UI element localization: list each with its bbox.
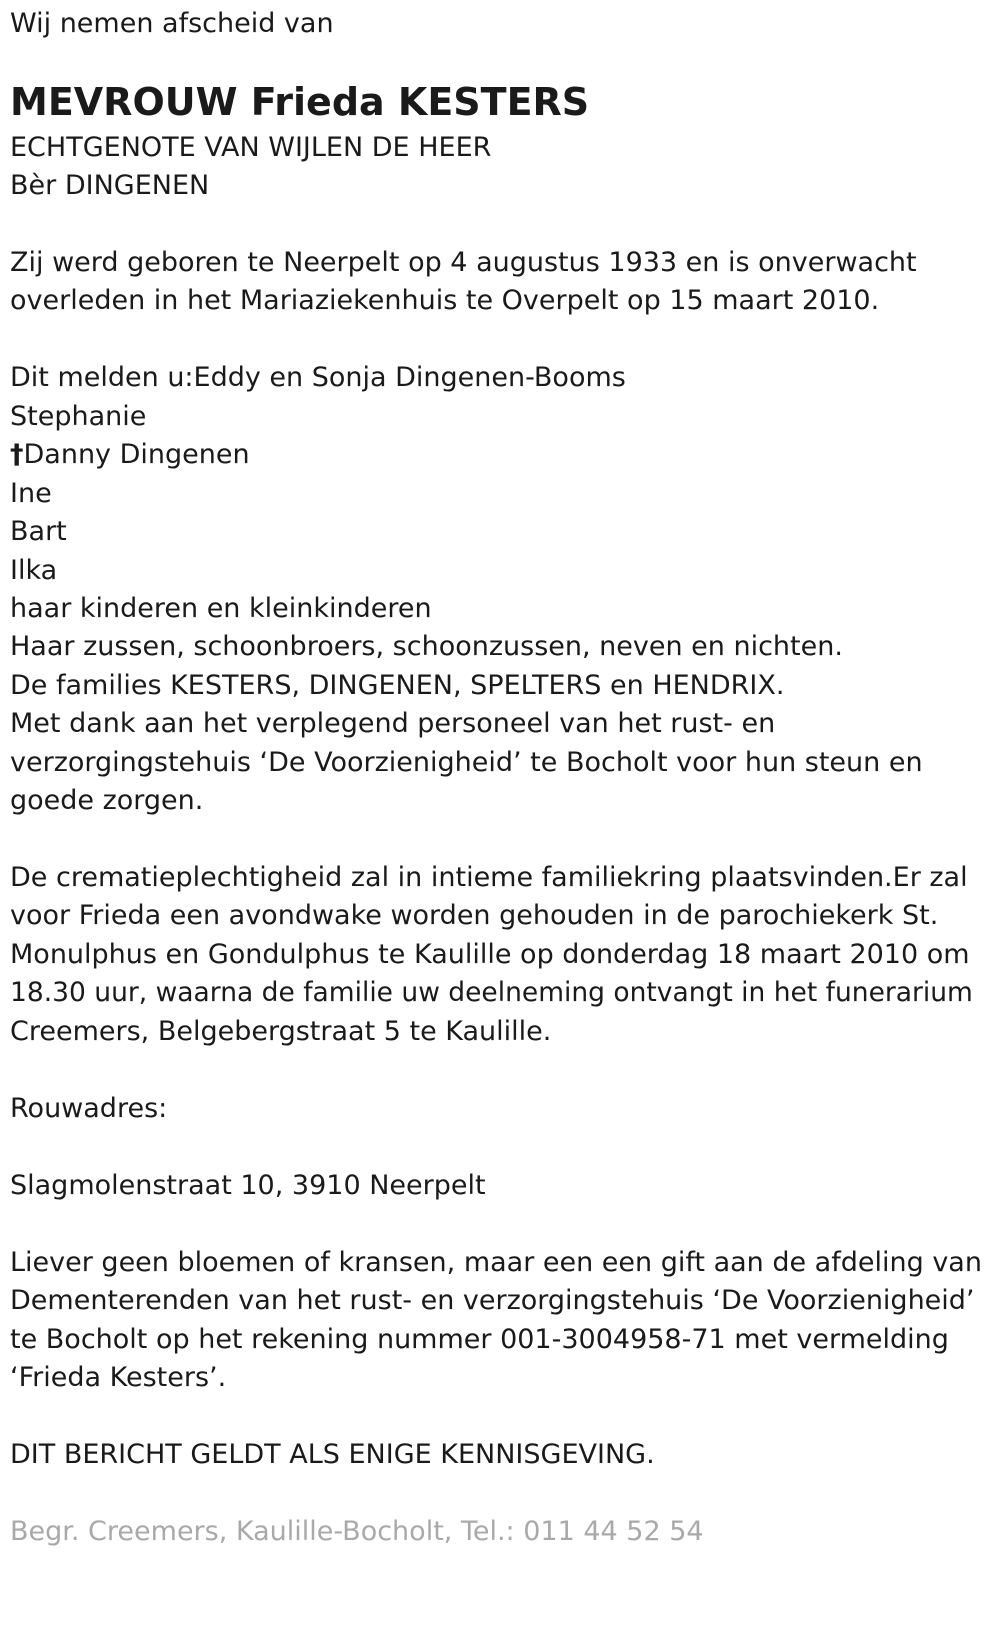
birth-death-line-2: overleden in het Mariaziekenhuis te Overpelt op 15 maart 2010. — [10, 285, 880, 316]
donation-line-1: Liever geen bloemen of kransen, maar een een gift aan de afdeling van — [10, 1247, 982, 1278]
donation-line-2: Dementerenden van het rust- en verzorgingstehuis ‘De Voorzienigheid’ — [10, 1285, 975, 1316]
announcers-line-1: Dit melden u:Eddy en Sonja Dingenen-Booms — [10, 362, 626, 393]
ceremony-line-3: Monulphus en Gondulphus te Kaulille op donderdag 18 maart 2010 om — [10, 939, 970, 970]
announcers-line-8: Haar zussen, schoonbroers, schoonzussen, neven en nichten. — [10, 631, 843, 662]
announcers-line-4: Ine — [10, 478, 52, 509]
announcers-line-2: Stephanie — [10, 401, 147, 432]
announcers-line-7: haar kinderen en kleinkinderen — [10, 593, 432, 624]
address-label: Rouwadres: — [10, 1093, 168, 1124]
notice-text: DIT BERICHT GELDT ALS ENIGE KENNISGEVING. — [10, 1439, 655, 1470]
announcers-line-6: Ilka — [10, 555, 58, 586]
spouse-line-1: ECHTGENOTE VAN WIJLEN DE HEER — [10, 132, 492, 163]
donation-line-4: ‘Frieda Kesters’. — [10, 1362, 227, 1393]
thanks-line-3: goede zorgen. — [10, 785, 204, 816]
announcers-name: Danny Dingenen — [23, 439, 250, 470]
announcers-line-3 — [10, 435, 250, 475]
cross-icon: † — [10, 439, 24, 470]
announcers-line-5: Bart — [10, 516, 67, 547]
funeral-home-footer: Begr. Creemers, Kaulille-Bocholt, Tel.: 011 44 52 54 — [10, 1516, 704, 1547]
ceremony-line-4: 18.30 uur, waarna de familie uw deelneming ontvangt in het funerarium — [10, 977, 973, 1008]
ceremony-line-2: voor Frieda een avondwake worden gehouden in de parochiekerk St. — [10, 900, 939, 931]
deceased-name: MEVROUW Frieda KESTERS — [10, 80, 590, 124]
thanks-line-2: verzorgingstehuis ‘De Voorzienigheid’ te Bocholt voor hun steun en — [10, 747, 923, 778]
announcers-line-9: De families KESTERS, DINGENEN, SPELTERS en HENDRIX. — [10, 670, 785, 701]
birth-death-line-1: Zij werd geboren te Neerpelt op 4 augustus 1933 en is onverwacht — [10, 247, 917, 278]
spouse-line-2: Bèr DINGENEN — [10, 170, 210, 201]
thanks-line-1: Met dank aan het verplegend personeel van het rust- en — [10, 708, 776, 739]
donation-line-3: te Bocholt op het rekening nummer 001-3004958-71 met vermelding — [10, 1324, 949, 1355]
address-value: Slagmolenstraat 10, 3910 Neerpelt — [10, 1170, 486, 1201]
ceremony-line-1: De crematieplechtigheid zal in intieme familiekring plaatsvinden.Er zal — [10, 862, 968, 893]
intro-text: Wij nemen afscheid van — [10, 8, 334, 39]
ceremony-line-5: Creemers, Belgebergstraat 5 te Kaulille. — [10, 1016, 552, 1047]
